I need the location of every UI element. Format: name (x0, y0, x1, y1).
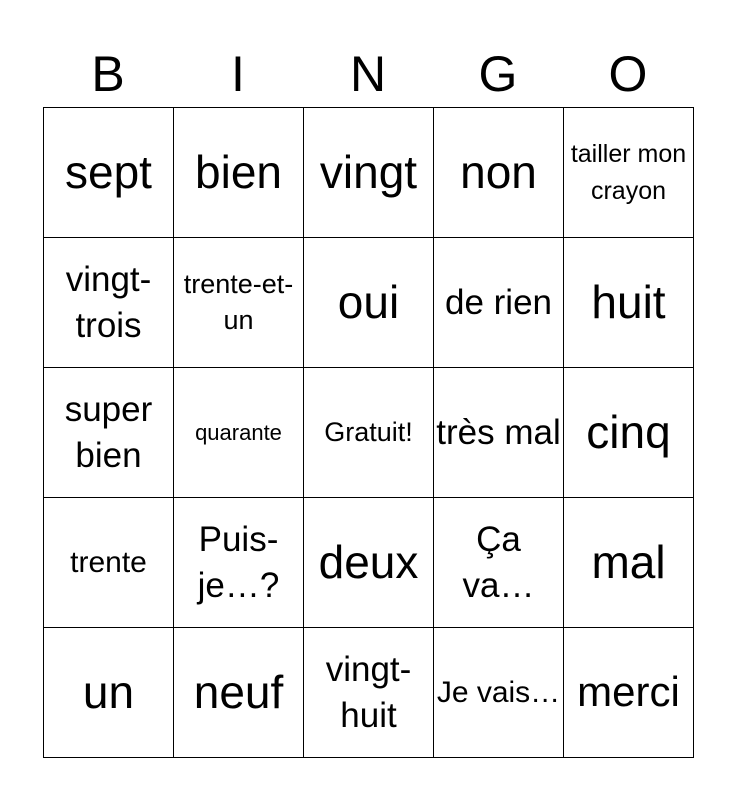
bingo-cell (434, 628, 564, 758)
bingo-cell (174, 108, 304, 238)
bingo-cell (174, 628, 304, 758)
cell-text: Je vais… (436, 676, 561, 709)
bingo-cell (304, 628, 434, 758)
cell-text: trente (70, 546, 147, 579)
cell-text: neuf (193, 665, 284, 718)
cell-text: oui (337, 275, 400, 328)
cell-text: trente-et-un (183, 269, 294, 335)
bingo-header (43, 40, 693, 108)
bingo-cell (174, 498, 304, 628)
cell-text: Gratuit! (324, 416, 413, 447)
cell-text: un (82, 665, 135, 718)
cell-text: cinq (586, 405, 671, 458)
bingo-cell (44, 498, 174, 628)
bingo-cell (44, 238, 174, 368)
cell-text: de rien (444, 282, 553, 322)
header-letter-o: O (608, 46, 648, 102)
bingo-cell (174, 368, 304, 498)
cell-text: très mal (436, 412, 561, 452)
bingo-cell (434, 108, 564, 238)
bingo-cell (304, 238, 434, 368)
cell-text: vingt-huit (325, 650, 412, 735)
bingo-cell (434, 498, 564, 628)
header-letter-i: I (231, 46, 245, 102)
bingo-cell (564, 108, 694, 238)
bingo-cell (44, 368, 174, 498)
cell-text: vingt (319, 145, 418, 198)
cell-text: huit (591, 275, 666, 328)
header-letter-n: N (349, 46, 387, 102)
header-letter-g: G (478, 46, 518, 102)
bingo-cell (564, 498, 694, 628)
bingo-cell (564, 368, 694, 498)
bingo-board (43, 107, 694, 758)
cell-text: Puis-je…? (197, 520, 280, 605)
cell-text: sept (65, 145, 152, 198)
cell-text: non (460, 145, 537, 198)
bingo-cell (174, 238, 304, 368)
bingo-cell (304, 498, 434, 628)
cell-text: deux (318, 535, 419, 588)
bingo-cell (304, 108, 434, 238)
cell-text: super bien (64, 390, 153, 475)
cell-text: vingt-trois (65, 260, 152, 345)
cell-text: mal (591, 535, 666, 588)
bingo-cell (44, 108, 174, 238)
bingo-cell (564, 628, 694, 758)
cell-text: quarante (195, 419, 282, 445)
bingo-cell (434, 238, 564, 368)
bingo-cell (304, 368, 434, 498)
cell-text: Ça va… (462, 520, 535, 605)
bingo-cell (564, 238, 694, 368)
cell-text: merci (577, 668, 680, 716)
bingo-cell (44, 628, 174, 758)
cell-text: bien (195, 145, 282, 198)
header-letter-b: B (91, 46, 125, 102)
bingo-cell (434, 368, 564, 498)
cell-text: tailler mon crayon (570, 140, 687, 205)
